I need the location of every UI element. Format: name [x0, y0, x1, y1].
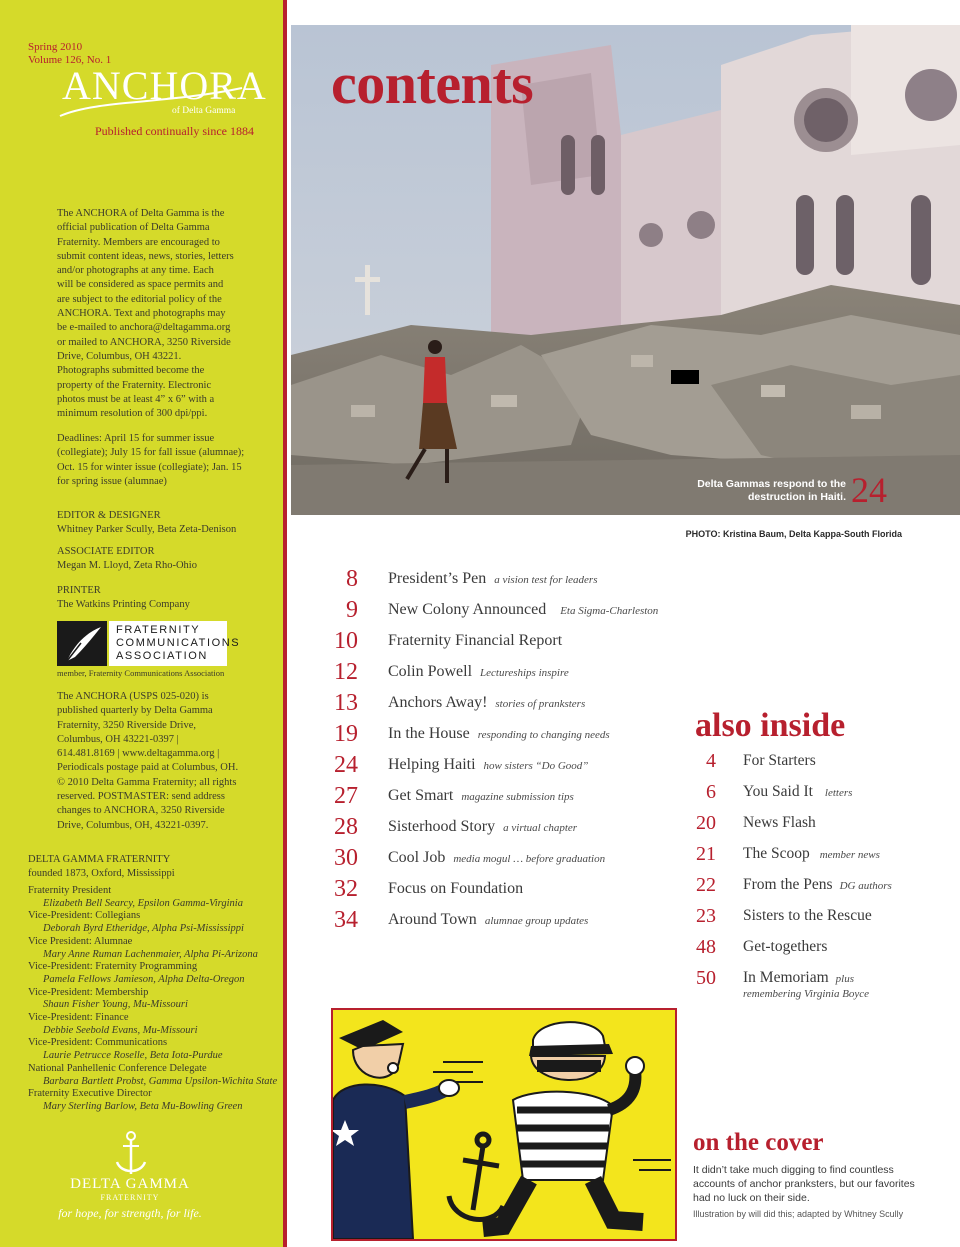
notice-line: Fraternity, 3250 Riverside Drive, [57, 719, 196, 731]
officer-name: Pamela Fellows Jamieson, Alpha Delta-Oregon [43, 973, 245, 985]
notice-line: © 2010 Delta Gamma Fraternity; all rights [57, 776, 237, 788]
about-line: ANCHORA. Text and photographs may [57, 308, 226, 320]
toc-item-desc: responding to changing needs [477, 729, 610, 741]
toc-title-text: Colin Powell [388, 663, 473, 680]
hero-caption: Delta Gammas respond to the destruction in Haiti. [697, 478, 846, 503]
also-inside-title-text: In Memoriam [743, 969, 829, 986]
officer-role: Fraternity Executive Director [28, 1088, 152, 1100]
toc-item-title [388, 661, 569, 684]
also-inside-page: 20 [696, 812, 716, 834]
dg-logo-fraternity: FRATERNITY [100, 1193, 160, 1202]
associate-editor-credit [57, 545, 197, 574]
toc-title-text: New Colony Announced [388, 601, 547, 618]
toc-title-text: Helping Haiti [388, 756, 476, 773]
fca-line: ASSOCIATION [116, 650, 208, 662]
toc-page-number: 28 [334, 814, 358, 840]
dg-logo-name: DELTA GAMMA [70, 1176, 190, 1192]
fca-member-note: member, Fraternity Communications Association [57, 668, 225, 678]
also-inside-title-text: You Said It [743, 783, 813, 800]
also-inside-title-text: The Scoop [743, 845, 810, 862]
officer-role: Vice President: Alumnae [28, 935, 133, 947]
toc-title-text: Sisterhood Story [388, 818, 496, 835]
on-the-cover-heading: on the cover [693, 1129, 824, 1156]
masthead-title: ANCHORA [62, 63, 267, 108]
notice-line: published quarterly by Delta Gamma [57, 705, 213, 717]
about-line: Fraternity. Members are encouraged to [57, 236, 220, 248]
page-title: contents [331, 51, 534, 116]
toc-item-desc: media mogul … before graduation [453, 853, 606, 865]
officer-name: Debbie Seebold Evans, Mu-Missouri [43, 1024, 198, 1036]
also-inside-desc: DG authors [839, 880, 892, 892]
toc-item-title [388, 847, 605, 870]
toc-item-title [388, 723, 610, 746]
toc-page-number: 9 [346, 597, 358, 623]
officer-role: Vice-President: Finance [28, 1012, 129, 1024]
issue-volume: Volume 126, No. 1 [28, 54, 112, 66]
publication-notice [57, 690, 257, 833]
fca-wordmark [109, 621, 241, 666]
anchor-prop [449, 1134, 503, 1219]
notice-line: Drive, Columbus, OH, 43221-0397. [57, 819, 209, 831]
associate-editor-label: ASSOCIATE EDITOR [57, 546, 155, 557]
toc-item-desc: how sisters “Do Good” [483, 760, 589, 772]
toc-item-title [388, 630, 562, 652]
associate-editor-name: Megan M. Lloyd, Zeta Rho-Ohio [57, 560, 197, 572]
officer-role: National Panhellenic Conference Delegate [28, 1062, 207, 1074]
delta-gamma-logo [40, 1130, 240, 1230]
officer-role: Vice-President: Membership [28, 986, 149, 998]
deadline-line: Oct. 15 for winter issue (collegiate); Jan. 15 [57, 461, 242, 473]
toc-page-number: 27 [334, 783, 358, 809]
toc-page-number: 13 [334, 690, 358, 716]
notice-line: changes to ANCHORA, 3250 Riverside [57, 805, 225, 817]
toc-item-title [388, 692, 585, 715]
printer-name: The Watkins Printing Company [57, 599, 190, 611]
deadline-line: (collegiate); July 15 for fall issue (alumnae); [57, 447, 245, 459]
deadline-line: Deadlines: April 15 for summer issue [57, 433, 215, 444]
about-line: submit content ideas, news, stories, letters [57, 250, 234, 262]
toc-page-number: 8 [346, 566, 358, 592]
notice-line: Columbus, OH 43221-0397 | [57, 733, 179, 745]
about-line: be e-mailed to anchora@deltagamma.org [57, 322, 231, 334]
also-inside-heading: also inside [695, 707, 846, 744]
about-line: property of the Fraternity. Electronic [57, 379, 212, 391]
fca-line: COMMUNICATIONS [116, 637, 241, 649]
also-inside-title [743, 844, 880, 865]
notice-line: Periodicals postage paid at Columbus, OH. [57, 762, 239, 774]
toc-title-text: Fraternity Financial Report [388, 632, 563, 649]
toc-item-desc: a vision test for leaders [494, 574, 598, 586]
toc-title-text: In the House [388, 725, 470, 742]
fraternity-info [28, 853, 175, 882]
officers-list [28, 885, 277, 1114]
about-line: and/or photographs at any time. Each [57, 265, 214, 277]
published-since: Published continually since 1884 [95, 124, 254, 138]
toc-title-text: Anchors Away! [388, 694, 488, 711]
about-line: will be considered as space permits and [57, 279, 224, 291]
about-line: or mailed to ANCHORA, 3250 Riverside [57, 336, 231, 348]
also-inside-title [743, 968, 854, 989]
toc-item-desc: Lectureships inspire [480, 667, 569, 679]
about-line: Photographs submitted become the [57, 365, 205, 377]
officer-role: Vice-President: Fraternity Programming [28, 961, 198, 973]
cover-illustration [331, 1008, 677, 1241]
toc-item-desc: Eta Sigma-Charleston [560, 605, 659, 617]
anchor-icon [113, 1130, 149, 1178]
toc-page-number: 12 [334, 659, 358, 685]
toc-item-desc: magazine submission tips [461, 791, 574, 803]
deadline-line: for spring issue (alumnae) [57, 475, 167, 487]
burglar-figure [483, 1022, 644, 1228]
also-inside-title: Get-togethers [743, 938, 828, 955]
also-inside-page: 22 [696, 874, 716, 896]
cover-illustration-credit: Illustration by will did this; adapted by Whitney Scully [693, 1209, 904, 1219]
also-inside-page: 48 [696, 936, 716, 958]
also-inside-title: Sisters to the Rescue [743, 907, 872, 924]
also-inside-title-text: From the Pens [743, 876, 833, 893]
toc-page-number: 34 [334, 907, 358, 933]
toc-title-text: President’s Pen [388, 570, 487, 587]
also-inside-page: 23 [696, 905, 716, 927]
toc-item-desc: alumnae group updates [484, 915, 589, 927]
dg-tagline: for hope, for strength, for life. [58, 1206, 202, 1220]
about-line: are subject to the editorial policy of the [57, 293, 222, 305]
quill-icon [57, 621, 107, 666]
fraternity-founded: founded 1873, Oxford, Mississippi [28, 868, 175, 880]
officer-name: Mary Anne Ruman Lachenmaier, Alpha Pi-Arizona [43, 948, 258, 960]
deadlines-paragraph [57, 432, 257, 489]
about-line: photos must be at least 4” x 6” with a [57, 393, 215, 405]
hero-caption-page: 24 [851, 470, 887, 510]
toc-item-title [388, 599, 658, 622]
toc-title-text: Cool Job [388, 849, 446, 866]
toc-page-number: 30 [334, 845, 358, 871]
also-inside-title: For Starters [743, 752, 816, 769]
toc-item-title [388, 568, 598, 591]
officer-name: Barbara Bartlett Probst, Gamma Upsilon-Wichita State [43, 1075, 278, 1087]
officer-name: Laurie Petrucce Roselle, Beta Iota-Purdue [43, 1050, 223, 1062]
about-line: official publication of Delta Gamma [57, 222, 210, 234]
toc-item-title [388, 878, 523, 900]
toc-item-desc: stories of pranksters [495, 698, 586, 710]
policeman-figure [333, 1020, 459, 1239]
officer-name: Mary Sterling Barlow, Beta Mu-Bowling Green [43, 1100, 243, 1112]
notice-line: reserved. POSTMASTER: send address [57, 791, 225, 803]
also-inside-page: 50 [696, 967, 716, 989]
editor-credit [57, 509, 236, 538]
toc-page-number: 24 [334, 752, 358, 778]
cover-description: It didn’t take much digging to find countless accounts of anchor pranksters, but our favorites had no luck on their side. [693, 1164, 915, 1204]
officer-name: Shaun Fisher Young, Mu-Missouri [43, 999, 188, 1011]
toc-title-text: Focus on Foundation [388, 880, 524, 897]
photo-credit: PHOTO: Kristina Baum, Delta Kappa-South Florida [685, 529, 902, 539]
toc-item-title [388, 816, 577, 839]
fca-logo [57, 621, 241, 666]
about-paragraph [57, 207, 257, 421]
toc-item-desc: a virtual chapter [503, 822, 578, 834]
officer-role: Vice-President: Collegians [28, 910, 141, 922]
also-inside-page: 4 [706, 750, 716, 772]
issue-season: Spring 2010 [28, 41, 83, 53]
sidebar-divider [283, 0, 287, 1247]
about-line: Drive, Columbus, OH 43221. [57, 350, 182, 362]
about-line: The ANCHORA of Delta Gamma is the [57, 208, 225, 219]
also-inside-desc: member news [819, 849, 880, 861]
toc-item-title [388, 785, 574, 808]
printer-label: PRINTER [57, 585, 101, 596]
also-inside-desc: letters [824, 787, 853, 799]
also-inside-page: 6 [706, 781, 716, 803]
also-inside-title [743, 875, 892, 896]
toc-title-text: Get Smart [388, 787, 454, 804]
editor-label: EDITOR & DESIGNER [57, 510, 161, 521]
also-inside-title [743, 782, 852, 803]
toc-item-title [388, 909, 588, 932]
about-line: minimum resolution of 300 dpi/ppi. [57, 408, 208, 420]
officer-role: Vice-President: Communications [28, 1037, 168, 1049]
also-inside-desc: plus [835, 973, 855, 985]
notice-line: The ANCHORA (USPS 025-020) is [57, 691, 209, 702]
officer-name: Elizabeth Bell Searcy, Epsilon Gamma-Virginia [43, 897, 243, 909]
editor-name: Whitney Parker Scully, Beta Zeta-Denison [57, 524, 237, 536]
fraternity-name: DELTA GAMMA FRATERNITY [28, 854, 171, 865]
officer-role: Fraternity President [28, 885, 112, 896]
masthead-subtitle: of Delta Gamma [172, 106, 236, 116]
officer-name: Deborah Byrd Etheridge, Alpha Psi-Mississippi [43, 923, 244, 935]
toc-page-number: 32 [334, 876, 358, 902]
also-inside-subtitle: remembering Virginia Boyce [743, 988, 870, 1000]
also-inside-page: 21 [696, 843, 716, 865]
anchora-masthead-logo [62, 63, 267, 120]
printer-credit [57, 584, 190, 613]
fca-line: FRATERNITY [116, 624, 201, 636]
also-inside-title: News Flash [743, 814, 816, 831]
toc-title-text: Around Town [388, 911, 477, 928]
toc-page-number: 10 [334, 628, 358, 654]
notice-line: 614.481.8169 | www.deltagamma.org | [57, 748, 220, 760]
toc-page-number: 19 [334, 721, 358, 747]
toc-item-title [388, 754, 588, 777]
